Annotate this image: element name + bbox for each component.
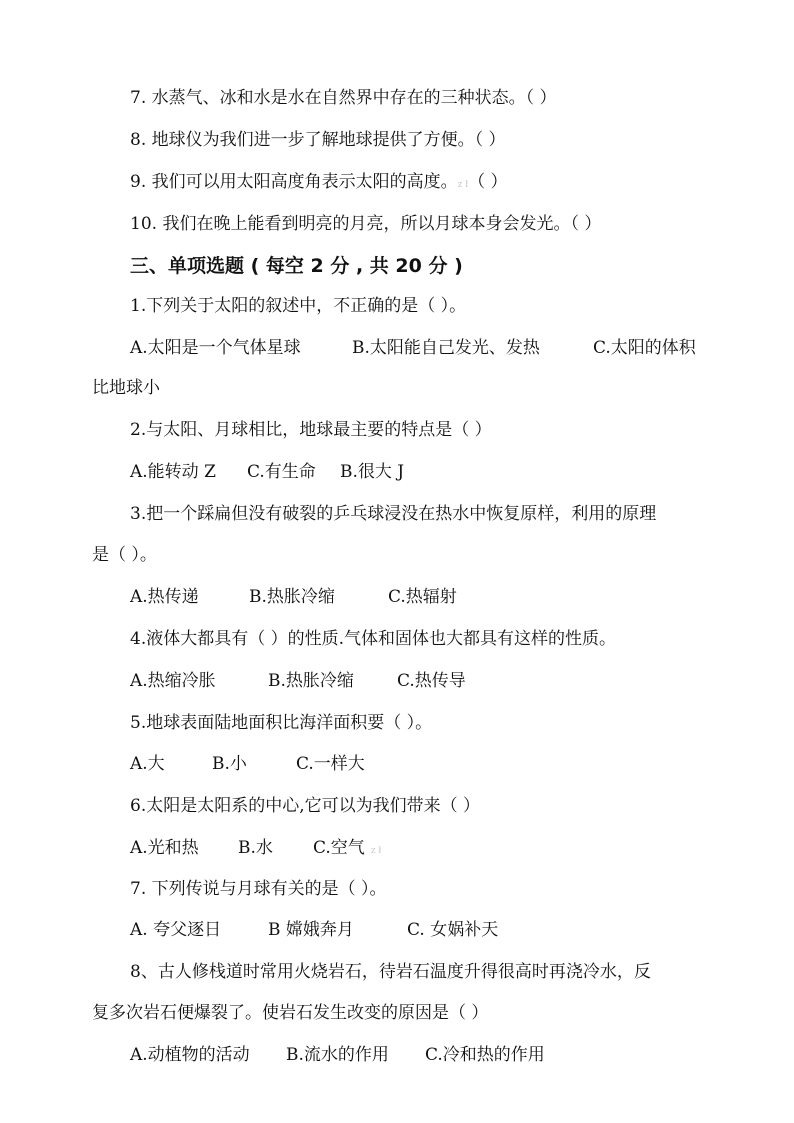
question-stem-7: 7. 下列传说与月球有关的是（ ）。 [130, 879, 387, 899]
option-a: A.热缩冷胀 [130, 671, 216, 691]
question-stem-1: 1.下列关于太阳的叙述中，不正确的是（ ）。 [130, 296, 467, 316]
option-c: C.冷和热的作用 [425, 1045, 545, 1065]
option-b: B.很大 J [340, 462, 405, 482]
option-b: B.热胀冷缩 [249, 587, 335, 607]
true-false-item-10: 10. 我们在晚上能看到明亮的月亮，所以月球本身会发光。（ ） [130, 214, 602, 234]
question-stem-6: 6.太阳是太阳系的中心,它可以为我们带来（ ） [130, 796, 481, 816]
option-b: B.热胀冷缩 [268, 671, 354, 691]
option-b: B.太阳能自己发光、发热 [352, 338, 540, 358]
question-options-7 [130, 918, 498, 942]
question-options-4 [130, 669, 466, 693]
option-a: A. 夸父逐日 [130, 920, 222, 940]
question-options-6 [130, 836, 381, 863]
question-stem-8-continued: 复多次岩石便爆裂了。使岩石发生改变的原因是（ ） [92, 1003, 489, 1023]
option-a: A.大 [130, 754, 165, 774]
true-false-item-9-bracket: （ ） [468, 172, 508, 192]
option-a: A.热传递 [130, 587, 199, 607]
section-heading: 三、单项选题 ( 每空 2 分 , 共 20 分 ) [130, 255, 463, 277]
question-stem-1-continued: 比地球小 [92, 378, 160, 398]
option-c: C.有生命 [247, 462, 316, 482]
option-b: B.小 [212, 754, 247, 774]
question-options-5 [130, 752, 365, 776]
faint-scan-mark: z ł [370, 846, 382, 856]
true-false-item-9-text: 9. 我们可以用太阳高度角表示太阳的高度。 [130, 172, 458, 192]
option-b: B.水 [238, 838, 273, 858]
question-stem-3: 3.把一个踩扁但没有破裂的乒乓球浸没在热水中恢复原样，利用的原理 [130, 504, 657, 524]
option-a: A.能转动 Z [130, 462, 216, 482]
option-c: C. 女娲补天 [407, 920, 499, 940]
option-c: C.热传导 [397, 671, 466, 691]
option-a: A.太阳是一个气体星球 [130, 338, 301, 358]
question-options-2 [130, 460, 404, 484]
option-c: C.热辐射 [388, 587, 457, 607]
question-options-3 [130, 585, 457, 609]
option-a: A.动植物的活动 [130, 1045, 250, 1065]
faint-scan-mark: z ł [457, 180, 469, 190]
option-c: C.空气 [313, 838, 365, 858]
option-c: C.一样大 [296, 754, 365, 774]
true-false-item-7: 7. 水蒸气、冰和水是水在自然界中存在的三种状态。（ ） [130, 88, 557, 108]
question-stem-2: 2.与太阳、月球相比，地球最主要的特点是（ ） [130, 420, 492, 440]
question-stem-8: 8、古人修栈道时常用火烧岩石，待岩石温度升得很高时再浇冷水，反 [130, 962, 651, 982]
option-b: B.流水的作用 [286, 1045, 389, 1065]
question-options-8 [130, 1043, 545, 1067]
question-stem-3-continued: 是（ ）。 [92, 545, 157, 565]
question-stem-5: 5.地球表面陆地面积比海洋面积要（ ）。 [130, 713, 433, 733]
question-stem-4: 4.液体大都具有（ ）的性质.气体和固体也大都具有这样的性质。 [130, 629, 617, 649]
true-false-item-9 [130, 170, 508, 197]
question-options-1 [130, 336, 696, 360]
option-a: A.光和热 [130, 838, 199, 858]
option-c: C.太阳的体积 [593, 338, 696, 358]
true-false-item-8: 8. 地球仪为我们进一步了解地球提供了方便。（ ） [130, 130, 506, 150]
option-b: B 嫦娥奔月 [268, 920, 354, 940]
